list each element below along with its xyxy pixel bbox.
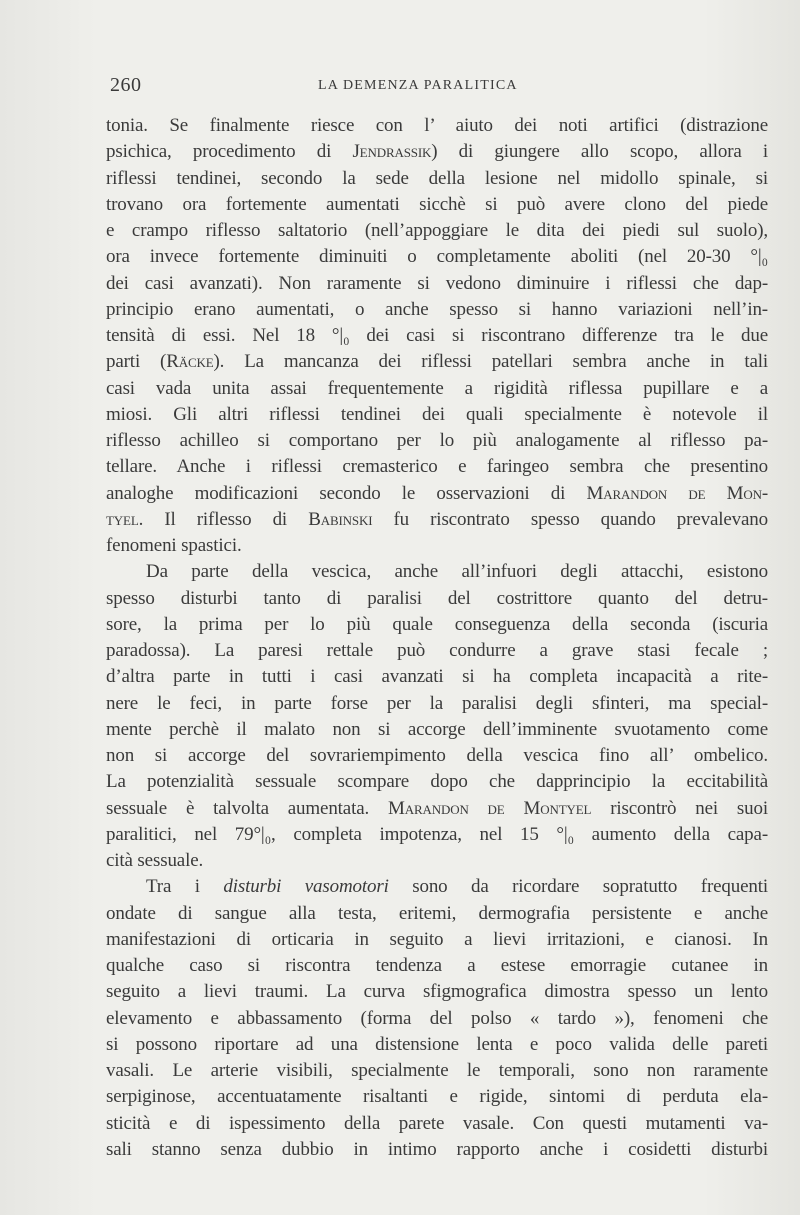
text-line: riflesso achilleo si comportano per lo più analogamente al riflesso pa- [106, 430, 768, 451]
text-line: sali stanno senza dubbio in intimo rapporto anche i cosidetti disturbi [106, 1138, 768, 1160]
text-line: Da parte della vescica, anche all’infuori degli attacchi, esistono [146, 561, 768, 583]
running-title: LA DEMENZA PARALITICA [318, 78, 518, 93]
text-line: qualche caso si riscontra tendenza a estese emorragie cutanee in [106, 955, 768, 976]
text-line: spesso disturbi tanto di paralisi del costrittore quanto del detru- [106, 587, 768, 609]
text-line: principio erano aumentati, o anche spesso si hanno variazioni nell’in- [106, 298, 768, 320]
text-line: fenomeni spastici. [106, 535, 242, 556]
author-name: Jendrassik [352, 141, 432, 163]
text-line: cità sessuale. [106, 850, 204, 871]
text-run: fu riscontrato spesso quando prevalevano [393, 508, 768, 530]
text-line: La potenzialità sessuale scompare dopo che dapprincipio la eccitabilità [106, 771, 768, 793]
author-name: Räcke [166, 351, 214, 373]
text-run: . Il riflesso di [138, 508, 288, 530]
text-line: riflessi tendinei, secondo la sede della lesione nel midollo spinale, si [106, 167, 768, 189]
text-line: e crampo riflesso saltatorio (nell’appoggiare le dita dei piedi sul suolo), [106, 220, 768, 241]
text-run: Tra i [146, 876, 200, 898]
text-line [106, 139, 768, 165]
text-line: mente perchè il malato non si accorge dell’imminente svuotamento come [106, 718, 768, 740]
text-line: sticità e di ispessimento della parete vasale. Con questi mutamenti va- [106, 1112, 768, 1134]
author-name: Marandon de Mon- [586, 482, 768, 504]
text-line: ora invece fortemente diminuiti o completamente aboliti (nel 20-30 °|₀ [106, 246, 768, 268]
author-name: Babinski [308, 508, 373, 530]
page-header [110, 72, 762, 102]
text-run: psichica, procedimento di [106, 141, 332, 163]
text-line [106, 874, 768, 900]
author-name: tyel [106, 508, 139, 530]
text-line: d’altra parte in tutti i casi avanzati si ha completa incapacità a rite- [106, 666, 768, 688]
text-line [106, 349, 768, 375]
page-number: 260 [110, 74, 142, 96]
text-line [106, 507, 768, 533]
text-line: casi vada unita assai frequentemente a rigidità riflessa pupillare e a [106, 377, 768, 399]
text-run: parti ( [106, 351, 167, 373]
text-run: ). La mancanza dei riflessi patellari sembra anche in tali [213, 351, 768, 373]
author-name: Marandon de Montyel [387, 797, 592, 819]
text-line: paradossa). La paresi rettale può condurre a grave stasi fecale ; [106, 640, 768, 661]
text-line: manifestazioni di orticaria in seguito a lievi irritazioni, e cianosi. In [106, 928, 768, 950]
text-run: sono da ricordare sopratutto frequenti [412, 876, 768, 898]
body-text [106, 113, 768, 1163]
text-line: miosi. Gli altri riflessi tendinei dei quali specialmente è notevole il [106, 403, 768, 425]
text-line: vasali. Le arterie visibili, specialmente le temporali, sono non raramente [106, 1060, 768, 1081]
text-line: tonia. Se finalmente riesce con l’ aiuto dei noti artifici (distrazione [106, 115, 768, 136]
text-line: nere le feci, in parte forse per la paralisi degli sfinteri, ma special- [106, 692, 768, 714]
text-line: trovano ora fortemente aumentati sicchè si può avere clono del piede [106, 193, 768, 215]
text-run: analoghe modificazioni secondo le osservazioni di [106, 482, 566, 504]
text-line: tensità di essi. Nel 18 °|₀ dei casi si riscontrano differenze tra le due [106, 325, 768, 346]
text-line: si possono riportare ad una distensione lenta e poco valida delle pareti [106, 1033, 768, 1055]
text-run: riscontrò nei suoi [610, 797, 768, 819]
text-line: elevamento e abbassamento (forma del polso « tardo »), fenomeni che [106, 1007, 768, 1029]
text-line: serpiginose, accentuatamente risaltanti e rigide, sintomi di perduta ela- [106, 1086, 768, 1108]
text-line: sore, la prima per lo più quale conseguenza della seconda (iscuria [106, 613, 768, 635]
text-line: non si accorge del sovrariempimento della vescica fino all’ ombelico. [106, 745, 768, 766]
text-line: dei casi avanzati). Non raramente si vedono diminuire i riflessi che dap- [106, 272, 768, 294]
text-line: tellare. Anche i riflessi cremasterico e faringeo sembra che presentino [106, 456, 768, 478]
text-line [106, 481, 768, 507]
text-line: paralitici, nel 79°|₀, completa impotenza, nel 15 °|₀ aumento della capa- [106, 823, 768, 845]
text-run: sessuale è talvolta aumentata. [106, 797, 370, 819]
text-run: ) di giungere allo scopo, allora i [431, 141, 769, 163]
emphasis: disturbi vasomotori [223, 876, 389, 898]
text-line: seguito a lievi traumi. La curva sfigmografica dimostra spesso un lento [106, 981, 768, 1003]
text-line [106, 796, 768, 822]
text-line: ondate di sangue alla testa, eritemi, dermografia persistente e anche [106, 902, 768, 924]
